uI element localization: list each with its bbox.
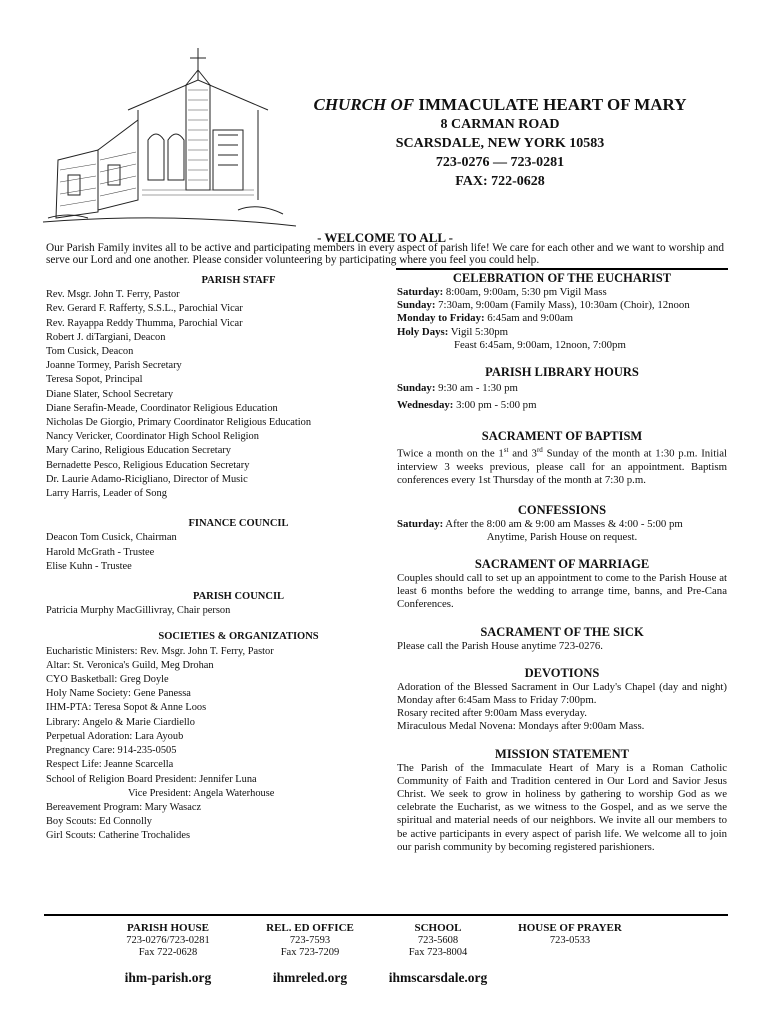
parish-staff-title: PARISH STAFF	[201, 275, 276, 286]
list-item: Holy Name Society: Gene Panessa	[46, 688, 191, 700]
eucharist-feast: Feast 6:45am, 9:00am, 12noon, 7:00pm	[454, 338, 626, 351]
confessions-text-2: Anytime, Parish House on request.	[486, 530, 638, 543]
finance-council-list	[46, 531, 391, 574]
confessions-text: Saturday: After the 8:00 am & 9:00 am Masses & 4:00 - 5:00 pm	[397, 517, 683, 530]
list-item: Larry Harris, Leader of Song	[46, 488, 167, 500]
parish-council-list	[46, 604, 391, 618]
list-item: Rev. Msgr. John T. Ferry, Pastor	[46, 289, 180, 301]
church-illustration	[38, 40, 300, 230]
welcome-text: Our Parish Family invites all to be active and participating members in every aspect of parish life! We care for each other and we want to worship and serve our Lord and one another. Please consider volunteering by participating where you feel you could help.	[46, 242, 725, 266]
list-item: Rev. Gerard F. Rafferty, S.S.L., Parochial Vicar	[46, 303, 243, 315]
list-item: Perpetual Adoration: Lara Ayoub	[46, 730, 184, 742]
list-item: Joanne Tormey, Parish Secretary	[46, 360, 182, 372]
eucharist-sunday: Sunday: 7:30am, 9:00am (Family Mass), 10:30am (Choir), 12noon	[397, 299, 690, 312]
devotions-line-1: Adoration of the Blessed Sacrament in Our Lady's Chapel (day and night) Monday after 6:45am Mass to Friday 7:00pm.	[397, 680, 727, 707]
finance-council-title: FINANCE COUNCIL	[188, 518, 289, 530]
list-item: Altar: St. Veronica's Guild, Meg Drohan	[46, 659, 214, 671]
reled-website-link[interactable]: ihmreled.org	[272, 969, 348, 985]
marriage-text: Couples should call to set up an appointment to come to the Parish House at least 6 months before the wedding to arrange time, banns, and Pre-Cana Conferences.	[397, 572, 727, 611]
parish-staff-list	[46, 288, 391, 501]
list-item: Library: Angelo & Marie Ciardiello	[46, 716, 195, 728]
baptism-text: Twice a month on the 1st and 3rd Sunday of the month at 1:30 p.m. Initial interview 3 weeks previous, please call for an appointment. Baptism conferences every 1st Thursday of the month at 7:30 p.m.	[397, 446, 727, 487]
list-item: Bereavement Program: Mary Wasacz	[46, 801, 202, 813]
eucharist-weekday: Monday to Friday: 6:45am and 9:00am	[397, 312, 574, 325]
list-item: Pregnancy Care: 914-235-0505	[46, 745, 177, 757]
school-website-link[interactable]: ihmscarsdale.org	[388, 969, 488, 985]
list-item: Harold McGrath - Trustee	[46, 546, 155, 558]
list-item: Robert J. diTargiani, Deacon	[46, 331, 166, 343]
eucharist-holy-days: Holy Days: Vigil 5:30pm	[397, 325, 509, 338]
sick-text: Please call the Parish House anytime 723-0276.	[397, 639, 603, 652]
list-item: Tom Cusick, Deacon	[46, 346, 134, 358]
list-item: Deacon Tom Cusick, Chairman	[46, 532, 177, 544]
list-item: Diane Slater, School Secretary	[46, 388, 174, 400]
church-name: CHURCH OF IMMACULATE HEART OF MARY	[313, 95, 687, 114]
sick-title: SACRAMENT OF THE SICK	[480, 624, 644, 639]
right-column	[397, 270, 727, 854]
devotions-line-3: Miraculous Medal Novena: Mondays after 9:00am Mass.	[397, 720, 645, 733]
devotions-line-2: Rosary recited after 9:00am Mass everyday.	[397, 707, 587, 720]
list-item: Eucharistic Ministers: Rev. Msgr. John T. Ferry, Pastor	[46, 645, 274, 657]
confessions-title: CONFESSIONS	[517, 502, 607, 517]
footer-house-of-prayer: HOUSE OF PRAYER 723-0533	[518, 922, 622, 946]
library-title: PARISH LIBRARY HOURS	[485, 365, 639, 380]
church-header	[300, 95, 700, 191]
list-item: Girl Scouts: Catherine Trochalides	[46, 830, 191, 842]
church-fax: FAX: 722-0628	[455, 174, 545, 189]
baptism-title: SACRAMENT OF BAPTISM	[481, 429, 643, 444]
list-item: Teresa Sopot, Principal	[46, 374, 143, 386]
list-item: Nancy Vericker, Coordinator High School Religion	[46, 431, 259, 443]
parish-council-title: PARISH COUNCIL	[192, 591, 285, 603]
eucharist-saturday: Saturday: 8:00am, 9:00am, 5:30 pm Vigil Mass	[397, 286, 607, 298]
church-phone: 723-0276 — 723-0281	[435, 155, 565, 170]
list-item: Dr. Laurie Adamo-Ricigliano, Director of Music	[46, 473, 248, 485]
list-item: Nicholas De Giorgio, Primary Coordinator Religious Education	[46, 417, 312, 429]
list-item: Bernadette Pesco, Religious Education Secretary	[46, 459, 250, 471]
footer-school: SCHOOL 723-5608 Fax 723-8004 ihmscarsdale.org	[378, 922, 498, 984]
list-item: Rev. Rayappa Reddy Thumma, Parochial Vicar	[46, 317, 243, 329]
list-item: Diane Serafin-Meade, Coordinator Religious Education	[46, 402, 278, 414]
list-item: CYO Basketball: Greg Doyle	[46, 674, 169, 686]
devotions-title: DEVOTIONS	[524, 665, 600, 680]
church-city: SCARSDALE, NEW YORK 10583	[395, 136, 605, 151]
mission-title: MISSION STATEMENT	[495, 746, 629, 761]
mission-text: The Parish of the Immaculate Heart of Mary is a Roman Catholic Community of Faith and Tradition centered in Our Lord and Savior Jesus Christ. We seek to grow in holiness by gathering to worship God as we celebrate the Eucharist, as we witness to the Gospel, and as we serve the spiritual and material needs of our neighbors. We invite all our members to be active participants in every aspect of parish life. We welcome all to join our parish community by becoming registered parishioners.	[397, 761, 727, 853]
parish-website-link[interactable]: ihm-parish.org	[124, 969, 212, 985]
list-item: Elise Kuhn - Trustee	[46, 560, 132, 572]
societies-title: SOCIETIES & ORGANIZATIONS	[158, 631, 319, 643]
footer-rel-ed-office: REL. ED OFFICE 723-7593 Fax 723-7209 ihmreled.org	[250, 922, 370, 984]
church-address: 8 CARMAN ROAD	[440, 117, 560, 132]
footer-parish-house: PARISH HOUSE 723-0276/723-0281 Fax 722-0628 ihm-parish.org	[98, 922, 238, 984]
list-item: Respect Life: Jeanne Scarcella	[46, 759, 174, 771]
footer-divider	[44, 914, 728, 916]
list-item: Boy Scouts: Ed Connolly	[46, 816, 152, 828]
welcome-title: - WELCOME TO ALL -	[317, 230, 453, 245]
list-item: Mary Carino, Religious Education Secretary	[46, 445, 231, 457]
list-item: IHM-PTA: Teresa Sopot & Anne Loos	[46, 702, 207, 714]
list-item: Patricia Murphy MacGillivray, Chair person	[46, 605, 231, 617]
eucharist-title: CELEBRATION OF THE EUCHARIST	[452, 271, 672, 285]
library-sunday: Sunday: 9:30 am - 1:30 pm	[397, 382, 518, 395]
societies-list	[46, 645, 391, 844]
left-column	[46, 274, 391, 844]
list-item: School of Religion Board President: Jennifer Luna	[46, 773, 257, 785]
marriage-title: SACRAMENT OF MARRIAGE	[474, 557, 650, 572]
library-wednesday: Wednesday: 3:00 pm - 5:00 pm	[397, 399, 537, 412]
list-item: Vice President: Angela Waterhouse	[128, 787, 275, 799]
